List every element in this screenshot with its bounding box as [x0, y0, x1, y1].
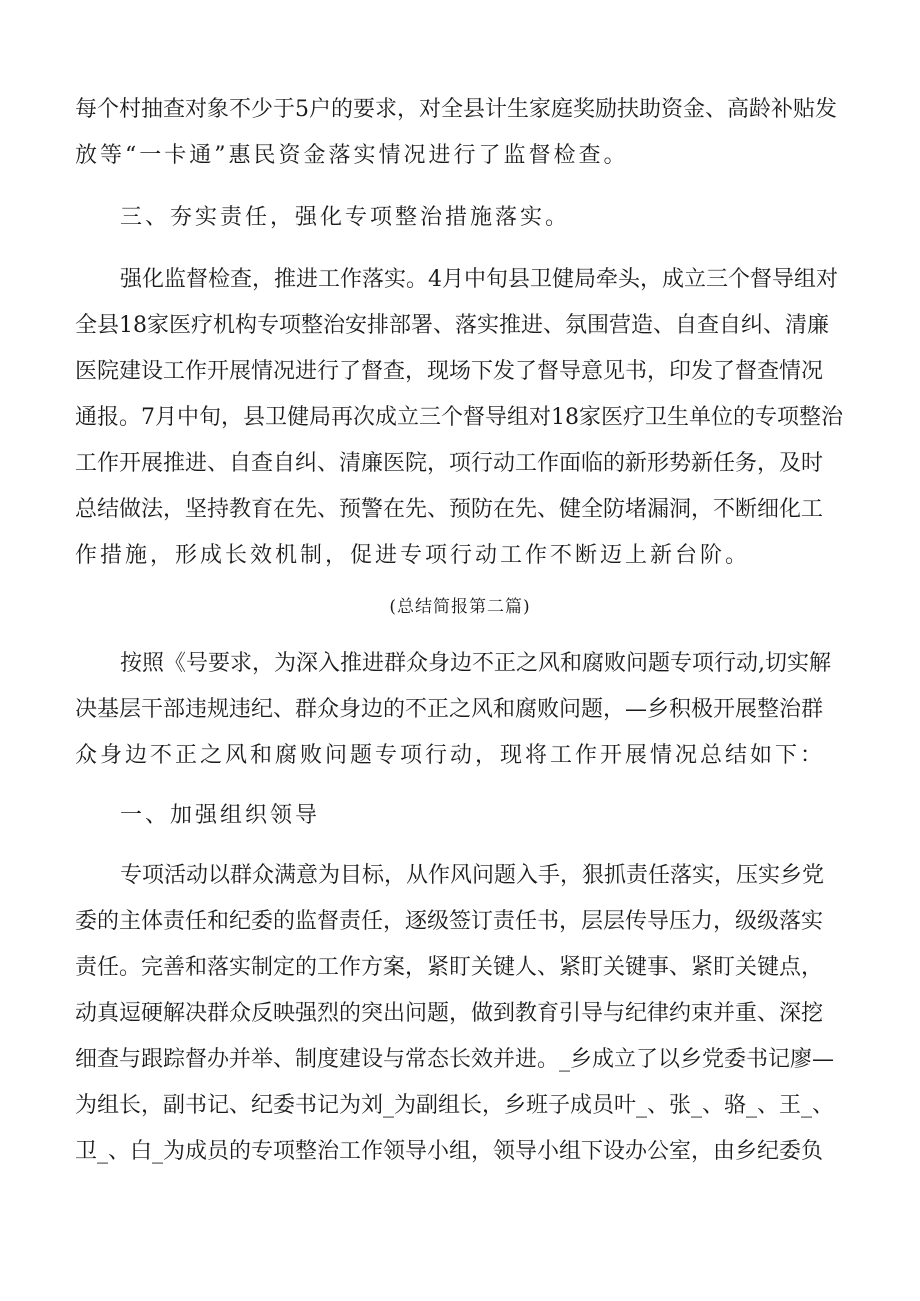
para-3-line-3: 众身边不正之风和腐败问题专项行动，现将工作开展情况总结如下： [75, 743, 826, 768]
para-4-line-6: 为组长，副书记、纪委书记为刘_为副组长，乡班子成员叶_、张_、骆_、王_、 [75, 1093, 835, 1118]
para-2-line-6: 总结做法，坚持教育在先、预警在先、预防在先、健全防堵漏洞，不断细化工 [75, 497, 824, 522]
para-2-line-2: 全县18家医疗机构专项整治安排部署、落实推进、氛围营造、自查自纠、清廉 [75, 313, 829, 338]
section-caption: (总结简报第二篇) [389, 597, 531, 617]
para-4-line-2: 委的主体责任和纪委的监督责任，逐级签订责任书，层层传导压力，级级落实 [75, 909, 824, 934]
para-4-line-1: 专项活动以群众满意为目标，从作风问题入手，狠抓责任落实，压实乡党 [120, 863, 825, 888]
section-heading-3: 三、夯实责任，强化专项整治措施落实。 [120, 205, 571, 230]
para-4-line-7: 卫_、白_为成员的专项整治工作领导小组，领导小组下设办公室，由乡纪委负 [75, 1139, 824, 1164]
para-2-line-1: 强化监督检查，推进工作落实。4月中旬县卫健局牵头，成立三个督导组对 [120, 267, 838, 292]
para-4-line-4: 动真逗硬解决群众反映强烈的突出问题，做到教育引导与纪律约束并重、深挖 [75, 1001, 824, 1026]
para-2-line-4: 通报。7月中旬，县卫健局再次成立三个督导组对18家医疗卫生单位的专项整治 [75, 405, 843, 430]
section-heading-1: 一、加强组织领导 [120, 803, 321, 828]
para-4-line-3: 责任。完善和落实制定的工作方案，紧盯关键人、紧盯关键事、紧盯关键点， [75, 955, 824, 980]
para-1-line-2: 放等“一卡通”惠民资金落实情况进行了监督检查。 [75, 143, 629, 168]
para-4-line-5: 细查与跟踪督办并举、制度建设与常态长效并进。_乡成立了以乡党委书记廖— [75, 1047, 835, 1072]
para-3-line-2: 决基层干部违规违纪、群众身边的不正之风和腐败问题，—乡积极开展整治群 [75, 697, 824, 722]
para-2-line-5: 工作开展推进、自查自纠、清廉医院，项行动工作面临的新形势新任务，及时 [75, 451, 824, 476]
para-3-line-1: 按照《号要求，为深入推进群众身边不正之风和腐败问题专项行动,切实解 [120, 651, 831, 676]
para-2-line-7: 作措施，形成长效机制，促进专项行动工作不断迈上新台阶。 [75, 543, 751, 568]
para-2-line-3: 医院建设工作开展情况进行了督查，现场下发了督导意见书，印发了督查情况 [75, 359, 824, 384]
para-1-line-1: 每个村抽查对象不少于5户的要求，对全县计生家庭奖励扶助资金、高龄补贴发 [75, 97, 837, 122]
